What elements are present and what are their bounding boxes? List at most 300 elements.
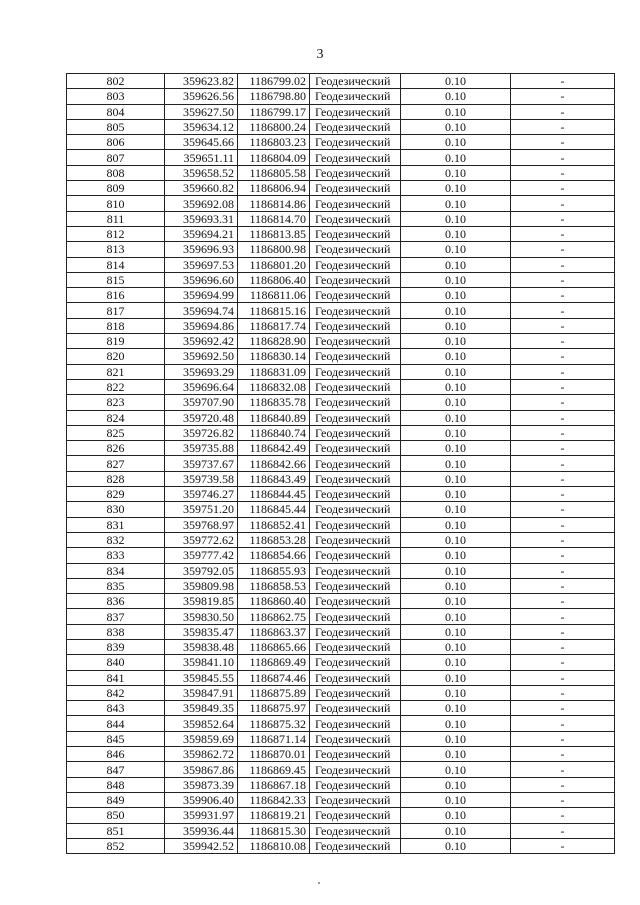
table-row bbox=[67, 670, 615, 685]
x-coordinate-cell: 359867.86 bbox=[165, 762, 238, 777]
accuracy-cell: 0.10 bbox=[401, 594, 511, 609]
description-cell: - bbox=[511, 226, 615, 241]
y-coordinate-cell: 1186867.18 bbox=[238, 777, 310, 792]
description-cell: - bbox=[511, 609, 615, 624]
accuracy-cell: 0.10 bbox=[401, 74, 511, 89]
y-coordinate-cell: 1186852.41 bbox=[238, 517, 310, 532]
method-cell: Геодезический bbox=[310, 471, 401, 486]
x-coordinate-cell: 359696.64 bbox=[165, 379, 238, 394]
accuracy-cell: 0.10 bbox=[401, 165, 511, 180]
method-cell: Геодезический bbox=[310, 257, 401, 272]
x-coordinate-cell: 359838.48 bbox=[165, 639, 238, 654]
method-cell: Геодезический bbox=[310, 838, 401, 853]
y-coordinate-cell: 1186813.85 bbox=[238, 226, 310, 241]
point-number-cell: 849 bbox=[67, 792, 165, 807]
table-row bbox=[67, 823, 615, 838]
table-row bbox=[67, 119, 615, 134]
method-cell: Геодезический bbox=[310, 89, 401, 104]
x-coordinate-cell: 359739.58 bbox=[165, 471, 238, 486]
description-cell: - bbox=[511, 89, 615, 104]
y-coordinate-cell: 1186862.75 bbox=[238, 609, 310, 624]
accuracy-cell: 0.10 bbox=[401, 639, 511, 654]
y-coordinate-cell: 1186840.74 bbox=[238, 425, 310, 440]
y-coordinate-cell: 1186832.08 bbox=[238, 379, 310, 394]
table-row bbox=[67, 242, 615, 257]
table-row bbox=[67, 226, 615, 241]
description-cell: - bbox=[511, 303, 615, 318]
y-coordinate-cell: 1186798.80 bbox=[238, 89, 310, 104]
x-coordinate-cell: 359693.29 bbox=[165, 364, 238, 379]
y-coordinate-cell: 1186800.24 bbox=[238, 119, 310, 134]
accuracy-cell: 0.10 bbox=[401, 517, 511, 532]
point-number-cell: 806 bbox=[67, 135, 165, 150]
point-number-cell: 813 bbox=[67, 242, 165, 257]
y-coordinate-cell: 1186869.49 bbox=[238, 655, 310, 670]
x-coordinate-cell: 359696.60 bbox=[165, 272, 238, 287]
y-coordinate-cell: 1186842.49 bbox=[238, 441, 310, 456]
method-cell: Геодезический bbox=[310, 74, 401, 89]
x-coordinate-cell: 359777.42 bbox=[165, 548, 238, 563]
y-coordinate-cell: 1186810.08 bbox=[238, 838, 310, 853]
point-number-cell: 832 bbox=[67, 532, 165, 547]
accuracy-cell: 0.10 bbox=[401, 716, 511, 731]
point-number-cell: 809 bbox=[67, 181, 165, 196]
method-cell: Геодезический bbox=[310, 318, 401, 333]
point-number-cell: 818 bbox=[67, 318, 165, 333]
description-cell: - bbox=[511, 135, 615, 150]
x-coordinate-cell: 359768.97 bbox=[165, 517, 238, 532]
accuracy-cell: 0.10 bbox=[401, 701, 511, 716]
description-cell: - bbox=[511, 242, 615, 257]
description-cell: - bbox=[511, 670, 615, 685]
accuracy-cell: 0.10 bbox=[401, 471, 511, 486]
table-row bbox=[67, 838, 615, 853]
point-number-cell: 838 bbox=[67, 624, 165, 639]
description-cell: - bbox=[511, 318, 615, 333]
scan-speck bbox=[318, 882, 320, 884]
y-coordinate-cell: 1186863.37 bbox=[238, 624, 310, 639]
description-cell: - bbox=[511, 74, 615, 89]
y-coordinate-cell: 1186860.40 bbox=[238, 594, 310, 609]
point-number-cell: 805 bbox=[67, 119, 165, 134]
description-cell: - bbox=[511, 456, 615, 471]
coordinates-table bbox=[66, 73, 615, 854]
y-coordinate-cell: 1186843.49 bbox=[238, 471, 310, 486]
coordinates-table-body bbox=[67, 74, 615, 854]
y-coordinate-cell: 1186854.66 bbox=[238, 548, 310, 563]
table-row bbox=[67, 624, 615, 639]
point-number-cell: 803 bbox=[67, 89, 165, 104]
x-coordinate-cell: 359696.93 bbox=[165, 242, 238, 257]
point-number-cell: 835 bbox=[67, 578, 165, 593]
method-cell: Геодезический bbox=[310, 655, 401, 670]
method-cell: Геодезический bbox=[310, 165, 401, 180]
description-cell: - bbox=[511, 104, 615, 119]
table-row bbox=[67, 609, 615, 624]
accuracy-cell: 0.10 bbox=[401, 777, 511, 792]
y-coordinate-cell: 1186799.17 bbox=[238, 104, 310, 119]
accuracy-cell: 0.10 bbox=[401, 792, 511, 807]
y-coordinate-cell: 1186806.40 bbox=[238, 272, 310, 287]
description-cell: - bbox=[511, 655, 615, 670]
y-coordinate-cell: 1186855.93 bbox=[238, 563, 310, 578]
y-coordinate-cell: 1186814.70 bbox=[238, 211, 310, 226]
method-cell: Геодезический bbox=[310, 823, 401, 838]
accuracy-cell: 0.10 bbox=[401, 624, 511, 639]
point-number-cell: 817 bbox=[67, 303, 165, 318]
point-number-cell: 845 bbox=[67, 731, 165, 746]
description-cell: - bbox=[511, 517, 615, 532]
accuracy-cell: 0.10 bbox=[401, 379, 511, 394]
accuracy-cell: 0.10 bbox=[401, 150, 511, 165]
method-cell: Геодезический bbox=[310, 792, 401, 807]
point-number-cell: 816 bbox=[67, 288, 165, 303]
point-number-cell: 807 bbox=[67, 150, 165, 165]
x-coordinate-cell: 359772.62 bbox=[165, 532, 238, 547]
method-cell: Геодезический bbox=[310, 196, 401, 211]
table-row bbox=[67, 792, 615, 807]
y-coordinate-cell: 1186804.09 bbox=[238, 150, 310, 165]
method-cell: Геодезический bbox=[310, 379, 401, 394]
x-coordinate-cell: 359849.35 bbox=[165, 701, 238, 716]
y-coordinate-cell: 1186830.14 bbox=[238, 349, 310, 364]
method-cell: Геодезический bbox=[310, 349, 401, 364]
table-row bbox=[67, 303, 615, 318]
table-row bbox=[67, 318, 615, 333]
accuracy-cell: 0.10 bbox=[401, 685, 511, 700]
table-row bbox=[67, 731, 615, 746]
x-coordinate-cell: 359692.08 bbox=[165, 196, 238, 211]
description-cell: - bbox=[511, 425, 615, 440]
point-number-cell: 808 bbox=[67, 165, 165, 180]
x-coordinate-cell: 359720.48 bbox=[165, 410, 238, 425]
description-cell: - bbox=[511, 334, 615, 349]
y-coordinate-cell: 1186840.89 bbox=[238, 410, 310, 425]
x-coordinate-cell: 359936.44 bbox=[165, 823, 238, 838]
y-coordinate-cell: 1186835.78 bbox=[238, 395, 310, 410]
description-cell: - bbox=[511, 471, 615, 486]
table-row bbox=[67, 517, 615, 532]
point-number-cell: 841 bbox=[67, 670, 165, 685]
table-row bbox=[67, 548, 615, 563]
x-coordinate-cell: 359697.53 bbox=[165, 257, 238, 272]
accuracy-cell: 0.10 bbox=[401, 364, 511, 379]
x-coordinate-cell: 359841.10 bbox=[165, 655, 238, 670]
y-coordinate-cell: 1186828.90 bbox=[238, 334, 310, 349]
point-number-cell: 850 bbox=[67, 808, 165, 823]
accuracy-cell: 0.10 bbox=[401, 334, 511, 349]
accuracy-cell: 0.10 bbox=[401, 808, 511, 823]
y-coordinate-cell: 1186858.53 bbox=[238, 578, 310, 593]
x-coordinate-cell: 359623.82 bbox=[165, 74, 238, 89]
table-row bbox=[67, 165, 615, 180]
table-row bbox=[67, 777, 615, 792]
accuracy-cell: 0.10 bbox=[401, 762, 511, 777]
table-row bbox=[67, 257, 615, 272]
method-cell: Геодезический bbox=[310, 517, 401, 532]
method-cell: Геодезический bbox=[310, 731, 401, 746]
x-coordinate-cell: 359737.67 bbox=[165, 456, 238, 471]
method-cell: Геодезический bbox=[310, 716, 401, 731]
method-cell: Геодезический bbox=[310, 226, 401, 241]
y-coordinate-cell: 1186845.44 bbox=[238, 502, 310, 517]
description-cell: - bbox=[511, 196, 615, 211]
accuracy-cell: 0.10 bbox=[401, 119, 511, 134]
y-coordinate-cell: 1186844.45 bbox=[238, 487, 310, 502]
x-coordinate-cell: 359873.39 bbox=[165, 777, 238, 792]
description-cell: - bbox=[511, 747, 615, 762]
x-coordinate-cell: 359726.82 bbox=[165, 425, 238, 440]
accuracy-cell: 0.10 bbox=[401, 288, 511, 303]
method-cell: Геодезический bbox=[310, 578, 401, 593]
description-cell: - bbox=[511, 594, 615, 609]
y-coordinate-cell: 1186799.02 bbox=[238, 74, 310, 89]
method-cell: Геодезический bbox=[310, 395, 401, 410]
x-coordinate-cell: 359694.99 bbox=[165, 288, 238, 303]
point-number-cell: 842 bbox=[67, 685, 165, 700]
y-coordinate-cell: 1186815.30 bbox=[238, 823, 310, 838]
accuracy-cell: 0.10 bbox=[401, 196, 511, 211]
table-row bbox=[67, 655, 615, 670]
point-number-cell: 823 bbox=[67, 395, 165, 410]
accuracy-cell: 0.10 bbox=[401, 823, 511, 838]
y-coordinate-cell: 1186874.46 bbox=[238, 670, 310, 685]
table-row bbox=[67, 181, 615, 196]
method-cell: Геодезический bbox=[310, 288, 401, 303]
x-coordinate-cell: 359859.69 bbox=[165, 731, 238, 746]
point-number-cell: 829 bbox=[67, 487, 165, 502]
method-cell: Геодезический bbox=[310, 410, 401, 425]
method-cell: Геодезический bbox=[310, 242, 401, 257]
method-cell: Геодезический bbox=[310, 135, 401, 150]
y-coordinate-cell: 1186875.89 bbox=[238, 685, 310, 700]
accuracy-cell: 0.10 bbox=[401, 838, 511, 853]
method-cell: Геодезический bbox=[310, 532, 401, 547]
x-coordinate-cell: 359660.82 bbox=[165, 181, 238, 196]
method-cell: Геодезический bbox=[310, 548, 401, 563]
description-cell: - bbox=[511, 288, 615, 303]
accuracy-cell: 0.10 bbox=[401, 349, 511, 364]
description-cell: - bbox=[511, 731, 615, 746]
table-row bbox=[67, 685, 615, 700]
accuracy-cell: 0.10 bbox=[401, 257, 511, 272]
table-row bbox=[67, 701, 615, 716]
point-number-cell: 815 bbox=[67, 272, 165, 287]
point-number-cell: 827 bbox=[67, 456, 165, 471]
point-number-cell: 822 bbox=[67, 379, 165, 394]
y-coordinate-cell: 1186806.94 bbox=[238, 181, 310, 196]
accuracy-cell: 0.10 bbox=[401, 242, 511, 257]
x-coordinate-cell: 359626.56 bbox=[165, 89, 238, 104]
y-coordinate-cell: 1186871.14 bbox=[238, 731, 310, 746]
x-coordinate-cell: 359693.31 bbox=[165, 211, 238, 226]
y-coordinate-cell: 1186800.98 bbox=[238, 242, 310, 257]
accuracy-cell: 0.10 bbox=[401, 425, 511, 440]
y-coordinate-cell: 1186842.66 bbox=[238, 456, 310, 471]
accuracy-cell: 0.10 bbox=[401, 655, 511, 670]
accuracy-cell: 0.10 bbox=[401, 548, 511, 563]
accuracy-cell: 0.10 bbox=[401, 609, 511, 624]
y-coordinate-cell: 1186817.74 bbox=[238, 318, 310, 333]
method-cell: Геодезический bbox=[310, 181, 401, 196]
point-number-cell: 802 bbox=[67, 74, 165, 89]
accuracy-cell: 0.10 bbox=[401, 670, 511, 685]
description-cell: - bbox=[511, 364, 615, 379]
description-cell: - bbox=[511, 257, 615, 272]
method-cell: Геодезический bbox=[310, 425, 401, 440]
description-cell: - bbox=[511, 624, 615, 639]
x-coordinate-cell: 359845.55 bbox=[165, 670, 238, 685]
point-number-cell: 828 bbox=[67, 471, 165, 486]
x-coordinate-cell: 359835.47 bbox=[165, 624, 238, 639]
method-cell: Геодезический bbox=[310, 364, 401, 379]
description-cell: - bbox=[511, 777, 615, 792]
description-cell: - bbox=[511, 838, 615, 853]
y-coordinate-cell: 1186853.28 bbox=[238, 532, 310, 547]
x-coordinate-cell: 359931.97 bbox=[165, 808, 238, 823]
x-coordinate-cell: 359942.52 bbox=[165, 838, 238, 853]
method-cell: Геодезический bbox=[310, 104, 401, 119]
point-number-cell: 836 bbox=[67, 594, 165, 609]
y-coordinate-cell: 1186811.06 bbox=[238, 288, 310, 303]
accuracy-cell: 0.10 bbox=[401, 181, 511, 196]
x-coordinate-cell: 359692.42 bbox=[165, 334, 238, 349]
accuracy-cell: 0.10 bbox=[401, 456, 511, 471]
method-cell: Геодезический bbox=[310, 119, 401, 134]
point-number-cell: 831 bbox=[67, 517, 165, 532]
table-row bbox=[67, 410, 615, 425]
table-row bbox=[67, 487, 615, 502]
method-cell: Геодезический bbox=[310, 303, 401, 318]
description-cell: - bbox=[511, 701, 615, 716]
point-number-cell: 848 bbox=[67, 777, 165, 792]
description-cell: - bbox=[511, 762, 615, 777]
description-cell: - bbox=[511, 272, 615, 287]
point-number-cell: 837 bbox=[67, 609, 165, 624]
table-row bbox=[67, 334, 615, 349]
description-cell: - bbox=[511, 441, 615, 456]
table-row bbox=[67, 594, 615, 609]
table-row bbox=[67, 716, 615, 731]
point-number-cell: 812 bbox=[67, 226, 165, 241]
point-number-cell: 811 bbox=[67, 211, 165, 226]
table-row bbox=[67, 150, 615, 165]
point-number-cell: 851 bbox=[67, 823, 165, 838]
y-coordinate-cell: 1186875.32 bbox=[238, 716, 310, 731]
point-number-cell: 834 bbox=[67, 563, 165, 578]
accuracy-cell: 0.10 bbox=[401, 563, 511, 578]
table-row bbox=[67, 364, 615, 379]
point-number-cell: 840 bbox=[67, 655, 165, 670]
method-cell: Геодезический bbox=[310, 150, 401, 165]
description-cell: - bbox=[511, 211, 615, 226]
method-cell: Геодезический bbox=[310, 808, 401, 823]
table-row bbox=[67, 272, 615, 287]
table-row bbox=[67, 441, 615, 456]
description-cell: - bbox=[511, 716, 615, 731]
description-cell: - bbox=[511, 792, 615, 807]
x-coordinate-cell: 359658.52 bbox=[165, 165, 238, 180]
accuracy-cell: 0.10 bbox=[401, 578, 511, 593]
y-coordinate-cell: 1186842.33 bbox=[238, 792, 310, 807]
table-row bbox=[67, 288, 615, 303]
method-cell: Геодезический bbox=[310, 777, 401, 792]
accuracy-cell: 0.10 bbox=[401, 104, 511, 119]
method-cell: Геодезический bbox=[310, 441, 401, 456]
table-row bbox=[67, 639, 615, 654]
table-row bbox=[67, 349, 615, 364]
method-cell: Геодезический bbox=[310, 456, 401, 471]
accuracy-cell: 0.10 bbox=[401, 89, 511, 104]
point-number-cell: 826 bbox=[67, 441, 165, 456]
table-row bbox=[67, 135, 615, 150]
accuracy-cell: 0.10 bbox=[401, 731, 511, 746]
description-cell: - bbox=[511, 165, 615, 180]
point-number-cell: 846 bbox=[67, 747, 165, 762]
accuracy-cell: 0.10 bbox=[401, 395, 511, 410]
method-cell: Геодезический bbox=[310, 639, 401, 654]
x-coordinate-cell: 359751.20 bbox=[165, 502, 238, 517]
x-coordinate-cell: 359792.05 bbox=[165, 563, 238, 578]
x-coordinate-cell: 359746.27 bbox=[165, 487, 238, 502]
x-coordinate-cell: 359694.86 bbox=[165, 318, 238, 333]
table-row bbox=[67, 471, 615, 486]
method-cell: Геодезический bbox=[310, 762, 401, 777]
method-cell: Геодезический bbox=[310, 624, 401, 639]
accuracy-cell: 0.10 bbox=[401, 226, 511, 241]
y-coordinate-cell: 1186831.09 bbox=[238, 364, 310, 379]
point-number-cell: 804 bbox=[67, 104, 165, 119]
table-row bbox=[67, 502, 615, 517]
table-row bbox=[67, 456, 615, 471]
table-row bbox=[67, 532, 615, 547]
description-cell: - bbox=[511, 349, 615, 364]
point-number-cell: 814 bbox=[67, 257, 165, 272]
point-number-cell: 830 bbox=[67, 502, 165, 517]
table-row bbox=[67, 563, 615, 578]
accuracy-cell: 0.10 bbox=[401, 410, 511, 425]
table-row bbox=[67, 808, 615, 823]
y-coordinate-cell: 1186814.86 bbox=[238, 196, 310, 211]
x-coordinate-cell: 359906.40 bbox=[165, 792, 238, 807]
accuracy-cell: 0.10 bbox=[401, 747, 511, 762]
description-cell: - bbox=[511, 502, 615, 517]
table-row bbox=[67, 196, 615, 211]
method-cell: Геодезический bbox=[310, 272, 401, 287]
accuracy-cell: 0.10 bbox=[401, 318, 511, 333]
table-row bbox=[67, 74, 615, 89]
x-coordinate-cell: 359694.74 bbox=[165, 303, 238, 318]
y-coordinate-cell: 1186805.58 bbox=[238, 165, 310, 180]
description-cell: - bbox=[511, 119, 615, 134]
point-number-cell: 825 bbox=[67, 425, 165, 440]
y-coordinate-cell: 1186815.16 bbox=[238, 303, 310, 318]
y-coordinate-cell: 1186803.23 bbox=[238, 135, 310, 150]
x-coordinate-cell: 359809.98 bbox=[165, 578, 238, 593]
x-coordinate-cell: 359707.90 bbox=[165, 395, 238, 410]
description-cell: - bbox=[511, 808, 615, 823]
accuracy-cell: 0.10 bbox=[401, 487, 511, 502]
description-cell: - bbox=[511, 548, 615, 563]
x-coordinate-cell: 359645.66 bbox=[165, 135, 238, 150]
y-coordinate-cell: 1186865.66 bbox=[238, 639, 310, 654]
description-cell: - bbox=[511, 578, 615, 593]
x-coordinate-cell: 359694.21 bbox=[165, 226, 238, 241]
point-number-cell: 810 bbox=[67, 196, 165, 211]
table-row bbox=[67, 762, 615, 777]
x-coordinate-cell: 359830.50 bbox=[165, 609, 238, 624]
accuracy-cell: 0.10 bbox=[401, 303, 511, 318]
